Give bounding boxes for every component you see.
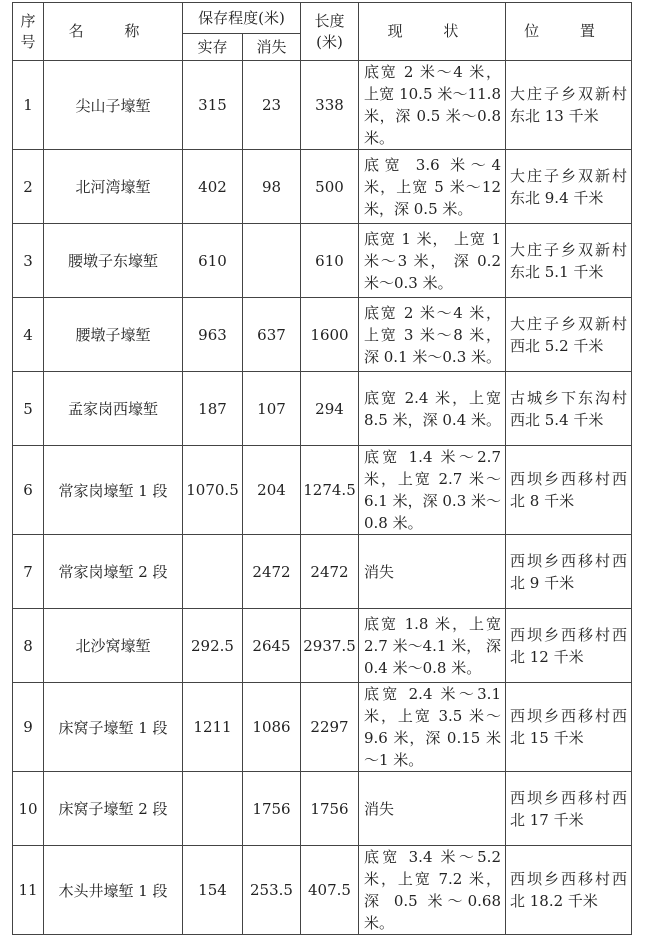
row-location: 西坝乡西移村西北 15 千米: [506, 683, 632, 772]
row-location: 古城乡下东沟村西北 5.4 千米: [506, 372, 632, 446]
row-status: 底宽 2 米～4 米，上宽 3 米～8 米，深 0.1 米～0.3 米。: [359, 298, 506, 372]
header-lost: 消失: [243, 34, 301, 61]
row-lost: 23: [243, 61, 301, 150]
row-lost: 1756: [243, 772, 301, 846]
table-row: [13, 535, 632, 609]
row-length: 1756: [301, 772, 359, 846]
row-seq: 5: [13, 372, 44, 446]
row-location: 大庄子乡双新村东北 13 千米: [506, 61, 632, 150]
row-name: 床窝子壕堑 1 段: [44, 683, 183, 772]
row-status: 底宽 3.6 米～4 米，上宽 5 米～12 米，深 0.5 米。: [359, 150, 506, 224]
row-seq: 9: [13, 683, 44, 772]
row-seq: 2: [13, 150, 44, 224]
row-location: 大庄子乡双新村东北 5.1 千米: [506, 224, 632, 298]
row-location: 大庄子乡双新村东北 9.4 千米: [506, 150, 632, 224]
row-name: 常家岗壕堑 2 段: [44, 535, 183, 609]
row-location: 西坝乡西移村西北 8 千米: [506, 446, 632, 535]
table-row: [13, 683, 632, 772]
row-name: 床窝子壕堑 2 段: [44, 772, 183, 846]
table-row: [13, 846, 632, 935]
row-existing: 315: [183, 61, 243, 150]
row-length: 1274.5: [301, 446, 359, 535]
row-lost: 204: [243, 446, 301, 535]
header-location: 位 置: [506, 3, 632, 61]
row-seq: 3: [13, 224, 44, 298]
row-status: 底宽 2.4 米～3.1 米，上宽 3.5 米～9.6 米，深 0.15 米～1 米。: [359, 683, 506, 772]
header-status: 现 状: [359, 3, 506, 61]
row-existing: 1070.5: [183, 446, 243, 535]
header-seq: 序号: [13, 3, 44, 61]
table-row: [13, 609, 632, 683]
row-existing: 187: [183, 372, 243, 446]
row-name: 常家岗壕堑 1 段: [44, 446, 183, 535]
table-row: [13, 298, 632, 372]
row-status: 底宽 2.4 米，上宽 8.5 米，深 0.4 米。: [359, 372, 506, 446]
row-seq: 7: [13, 535, 44, 609]
row-existing: 154: [183, 846, 243, 935]
row-lost: 2645: [243, 609, 301, 683]
row-length: 2937.5: [301, 609, 359, 683]
row-existing: 292.5: [183, 609, 243, 683]
table-row: [13, 224, 632, 298]
row-length: 2297: [301, 683, 359, 772]
header-preservation: 保存程度(米): [183, 3, 301, 34]
header-row-1: [13, 3, 632, 34]
row-existing: 963: [183, 298, 243, 372]
row-name: 腰墩子东壕堑: [44, 224, 183, 298]
row-location: 西坝乡西移村西北 17 千米: [506, 772, 632, 846]
row-seq: 4: [13, 298, 44, 372]
row-length: 407.5: [301, 846, 359, 935]
row-length: 338: [301, 61, 359, 150]
header-name: 名 称: [44, 3, 183, 61]
trench-table: [12, 2, 632, 935]
row-status: 底宽 1.8 米，上宽 2.7 米～4.1 米， 深 0.4 米～0.8 米。: [359, 609, 506, 683]
row-length: 500: [301, 150, 359, 224]
row-lost: 2472: [243, 535, 301, 609]
row-status: 底宽 1.4 米～2.7 米，上宽 2.7 米～6.1 米，深 0.3 米～0.8 米。: [359, 446, 506, 535]
row-status: 底宽 1 米， 上宽 1 米～3 米， 深 0.2 米～0.3 米。: [359, 224, 506, 298]
row-lost: 98: [243, 150, 301, 224]
row-existing: [183, 535, 243, 609]
row-name: 北沙窝壕堑: [44, 609, 183, 683]
row-status: 底宽 3.4 米～5.2 米，上宽 7.2 米， 深 0.5 米～0.68 米。: [359, 846, 506, 935]
row-status: 底宽 2 米～4 米，上宽 10.5 米～11.8 米，深 0.5 米～0.8 米。: [359, 61, 506, 150]
row-seq: 1: [13, 61, 44, 150]
row-seq: 10: [13, 772, 44, 846]
header-length: 长度(米): [301, 3, 359, 61]
row-existing: 1211: [183, 683, 243, 772]
row-location: 西坝乡西移村西北 12 千米: [506, 609, 632, 683]
row-existing: 610: [183, 224, 243, 298]
table-body: [13, 61, 632, 935]
row-seq: 11: [13, 846, 44, 935]
row-length: 294: [301, 372, 359, 446]
row-name: 北河湾壕堑: [44, 150, 183, 224]
row-name: 木头井壕堑 1 段: [44, 846, 183, 935]
row-location: 西坝乡西移村西北 9 千米: [506, 535, 632, 609]
row-seq: 8: [13, 609, 44, 683]
row-length: 610: [301, 224, 359, 298]
row-seq: 6: [13, 446, 44, 535]
table-row: [13, 61, 632, 150]
header-existing: 实存: [183, 34, 243, 61]
row-status: 消失: [359, 535, 506, 609]
row-lost: 637: [243, 298, 301, 372]
row-location: 大庄子乡双新村西北 5.2 千米: [506, 298, 632, 372]
row-name: 孟家岗西壕堑: [44, 372, 183, 446]
row-location: 西坝乡西移村西北 18.2 千米: [506, 846, 632, 935]
row-status: 消失: [359, 772, 506, 846]
row-length: 2472: [301, 535, 359, 609]
row-lost: 107: [243, 372, 301, 446]
table-row: [13, 372, 632, 446]
table-row: [13, 772, 632, 846]
row-existing: 402: [183, 150, 243, 224]
row-name: 尖山子壕堑: [44, 61, 183, 150]
row-lost: [243, 224, 301, 298]
row-existing: [183, 772, 243, 846]
row-name: 腰墩子壕堑: [44, 298, 183, 372]
table-row: [13, 150, 632, 224]
row-length: 1600: [301, 298, 359, 372]
row-lost: 253.5: [243, 846, 301, 935]
row-lost: 1086: [243, 683, 301, 772]
table-row: [13, 446, 632, 535]
